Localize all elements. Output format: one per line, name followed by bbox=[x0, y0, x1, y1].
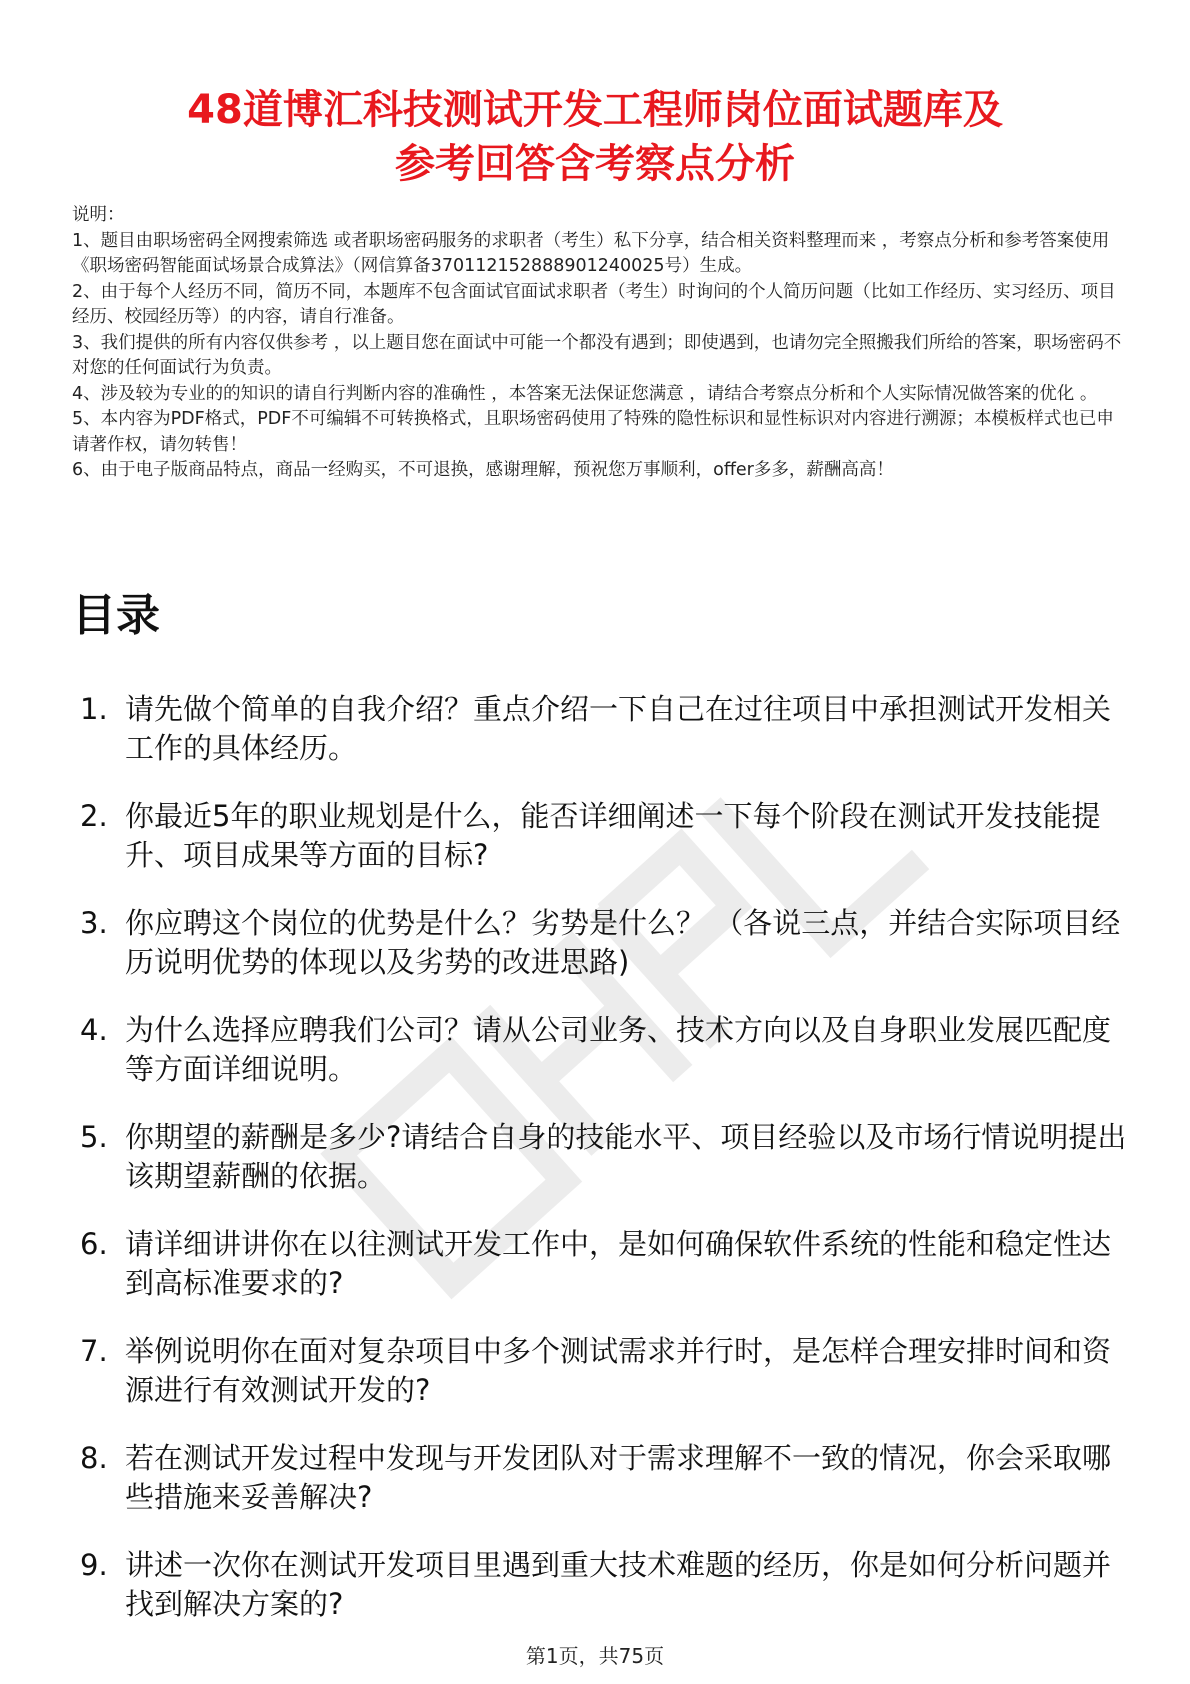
question-text: 为什么选择应聘我们公司？请从公司业务、技术方向以及自身职业发展匹配度等方面详细说明。 bbox=[125, 1013, 1112, 1086]
question-number: 5. bbox=[80, 1120, 108, 1154]
question-text: 请详细讲讲你在以往测试开发工作中，是如何确保软件系统的性能和稳定性达到高标准要求的? bbox=[125, 1227, 1112, 1300]
note-item: 2、由于每个人经历不同，简历不同，本题库不包含面试官面试求职者（考生）时询问的个人简历问题（比如工作经历、实习经历、项目经历、校园经历等）的内容，请自行准备。 bbox=[72, 281, 1116, 327]
question-number: 3. bbox=[80, 906, 108, 940]
note-item: 5、本内容为PDF格式，PDF不可编辑不可转换格式，且职场密码使用了特殊的隐性标识和显性标识对内容进行溯源；本模板样式也已申请著作权，请勿转售！ bbox=[72, 409, 1114, 455]
page-footer: 第1页，共75页 bbox=[525, 1644, 665, 1668]
note-item: 6、由于电子版商品特点，商品一经购买，不可退换，感谢理解，预祝您万事顺利，offer多多，薪酬高高！ bbox=[72, 460, 894, 480]
document-title-line-1: 48道博汇科技测试开发工程师岗位面试题库及 bbox=[187, 86, 1003, 133]
document-title bbox=[0, 83, 1190, 191]
question-text: 举例说明你在面对复杂项目中多个测试需求并行时，是怎样合理安排时间和资源进行有效测试开发的? bbox=[125, 1334, 1112, 1407]
notes-section bbox=[72, 203, 1122, 484]
question-number: 1. bbox=[80, 692, 108, 726]
question-number: 8. bbox=[80, 1441, 108, 1475]
note-item: 1、题目由职场密码全网搜索筛选 或者职场密码服务的求职者（考生）私下分享，结合相关资料整理而来 ，考察点分析和参考答案使用《职场密码智能面试场景合成算法》（网信算备370112152888901240025号）生成。 bbox=[72, 230, 1110, 276]
question-item bbox=[80, 1439, 1130, 1517]
question-text: 请先做个简单的自我介绍？重点介绍一下自己在过往项目中承担测试开发相关工作的具体经历。 bbox=[125, 692, 1112, 765]
question-text: 若在测试开发过程中发现与开发团队对于需求理解不一致的情况，你会采取哪些措施来妥善解决? bbox=[125, 1441, 1112, 1514]
note-item: 4、涉及较为专业的的知识的请自行判断内容的准确性 ，本答案无法保证您满意 ，请结合考察点分析和个人实际情况做答案的优化 。 bbox=[72, 383, 1098, 404]
question-text: 讲述一次你在测试开发项目里遇到重大技术难题的经历，你是如何分析问题并找到解决方案的? bbox=[125, 1548, 1112, 1621]
question-item bbox=[80, 1118, 1130, 1196]
question-number: 7. bbox=[80, 1334, 108, 1368]
question-text: 你最近5年的职业规划是什么，能否详细阐述一下每个阶段在测试开发技能提升、项目成果等方面的目标? bbox=[125, 799, 1101, 872]
question-text: 你应聘这个岗位的优势是什么？劣势是什么？ （各说三点，并结合实际项目经历说明优势的体现以及劣势的改进思路) bbox=[125, 906, 1121, 979]
question-item bbox=[80, 690, 1130, 768]
question-item bbox=[80, 1332, 1130, 1410]
question-number: 9. bbox=[80, 1548, 108, 1582]
question-item bbox=[80, 1011, 1130, 1089]
document-title-line-2: 参考回答含考察点分析 bbox=[395, 140, 795, 187]
question-item bbox=[80, 797, 1130, 875]
question-number: 6. bbox=[80, 1227, 108, 1261]
question-list bbox=[80, 690, 1130, 1653]
notes-heading: 说明： bbox=[72, 205, 125, 225]
note-item: 3、我们提供的所有内容仅供参考 ，以上题目您在面试中可能一个都没有遇到；即使遇到，也请勿完全照搬我们所给的答案，职场密码不对您的任何面试行为负责。 bbox=[72, 332, 1122, 378]
toc-heading: 目录 bbox=[72, 590, 160, 641]
question-item bbox=[80, 1225, 1130, 1303]
question-number: 2. bbox=[80, 799, 108, 833]
question-item bbox=[80, 904, 1130, 982]
question-text: 你期望的薪酬是多少?请结合自身的技能水平、项目经验以及市场行情说明提出该期望薪酬的依据。 bbox=[125, 1120, 1127, 1193]
question-item bbox=[80, 1546, 1130, 1624]
question-number: 4. bbox=[80, 1013, 108, 1047]
